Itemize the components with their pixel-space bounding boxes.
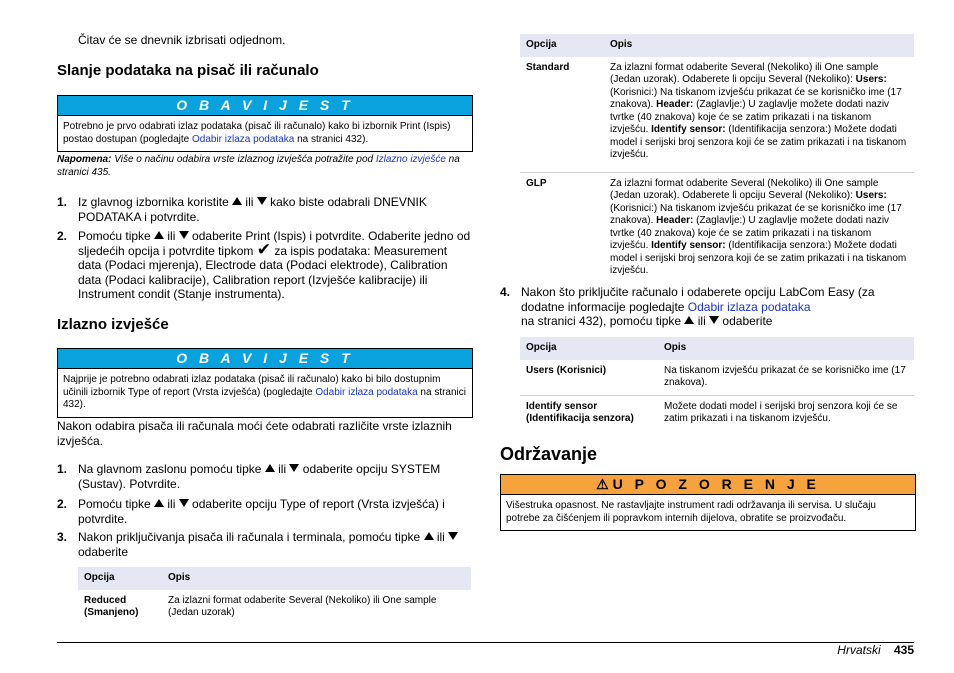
step-text-part: ili bbox=[433, 530, 449, 544]
step-text bbox=[78, 530, 471, 559]
arrow-down-icon bbox=[179, 231, 189, 239]
step-text-part: Iz glavnog izbornika koristite bbox=[78, 195, 233, 209]
notice-text-end: na stranici 432). bbox=[63, 386, 466, 410]
warning-box bbox=[500, 474, 916, 531]
step-text-part: Pomoću tipke bbox=[78, 497, 155, 511]
notice-body bbox=[58, 369, 472, 417]
paragraph: Nakon odabira pisača ili računala moći ćete odabrati različite vrste izlaznih izvješća. bbox=[57, 419, 452, 448]
arrow-up-icon bbox=[684, 316, 694, 324]
desc-key: Header: bbox=[656, 99, 694, 110]
column-header: Opcija bbox=[520, 34, 604, 57]
link-izlazno-izvjesce[interactable]: Izlazno izvješće bbox=[375, 154, 446, 165]
table-cell-option: GLP bbox=[526, 177, 547, 189]
table-cell-description bbox=[604, 57, 914, 173]
arrow-up-icon bbox=[424, 532, 434, 540]
step-text-part: kako biste odabrali DNEVNIK PODATAKA i potvrdite. bbox=[78, 195, 427, 224]
step-number: 3. bbox=[57, 530, 68, 544]
table-cell-description: Na tiskanom izvješću prikazat će se korisničko ime (17 znakova). bbox=[658, 360, 914, 396]
section-title-output-report: Izlazno izvješće bbox=[57, 316, 169, 333]
column-header: Opcija bbox=[78, 567, 162, 590]
desc-key: Users: bbox=[855, 74, 887, 85]
step-text-part: odaberite bbox=[719, 314, 773, 328]
desc-part: (Korisnici:) Na tiskanom izvješću prikazat će se korisničko ime (17 znakova). bbox=[610, 86, 902, 110]
section-title-maintenance: Održavanje bbox=[500, 444, 598, 464]
footer-language: Hrvatski bbox=[837, 643, 881, 657]
options-table-reduced bbox=[78, 567, 471, 625]
list-item bbox=[57, 229, 471, 301]
link-odabir-izlaza[interactable]: Odabir izlaza podataka bbox=[687, 299, 811, 314]
step-text-part: odaberite bbox=[78, 544, 129, 559]
table-header-row bbox=[520, 337, 914, 360]
step-text bbox=[78, 462, 471, 491]
arrow-up-icon bbox=[154, 231, 164, 239]
step-text bbox=[78, 497, 471, 526]
desc-part: (Identifikacija senzora:) Možete dodati model i serijski broj senzora koji će se zatim prikazati i na tiskanom izvješću. bbox=[610, 124, 907, 160]
table-row bbox=[78, 590, 471, 625]
step-number: 1. bbox=[57, 195, 68, 209]
step-number: 2. bbox=[57, 497, 68, 511]
arrow-up-icon bbox=[232, 197, 242, 205]
table bbox=[520, 337, 914, 431]
desc-part: (Korisnici:) Na tiskanom izvješću prikazat će se korisničko ime (17 znakova). bbox=[610, 202, 902, 226]
table-cell-option: Standard bbox=[520, 57, 604, 173]
footer-divider bbox=[57, 642, 914, 643]
step-text-part: odaberite Print (Ispis) i potvrdite. Odaberite jedno od sljedećih opcija i potvrdite tipkom bbox=[78, 229, 471, 258]
step-text-part: ili bbox=[242, 195, 257, 209]
step-text-part: Nakon priključivanja pisača ili računala i terminala, pomoću tipke bbox=[78, 530, 424, 544]
table-cell-option: Identify sensor (Identifikacija senzora) bbox=[526, 400, 634, 424]
arrow-down-icon bbox=[179, 499, 189, 507]
table-cell-description: Za izlazni format odaberite Several (Nekoliko) ili One sample (Jedan uzorak) bbox=[168, 594, 437, 618]
table-row bbox=[520, 395, 914, 431]
desc-key: Users: bbox=[855, 190, 887, 201]
step-text-part: Nakon što priključite računalo i odaberete opciju LabCom Easy (za dodatne informacije pogledajte bbox=[521, 285, 875, 314]
step-number: 1. bbox=[57, 462, 68, 476]
column-header: Opis bbox=[604, 34, 914, 57]
footer bbox=[837, 643, 914, 657]
options-table-standard-glp bbox=[520, 34, 914, 283]
desc-part: (Zaglavlje:) U zaglavlje možete dodati naziv tvrtke (40 znakova) koje će se zatim prikazati i na tiskanom izvješću. bbox=[610, 215, 890, 251]
link-odabir-izlaza[interactable]: Odabir izlaza podataka bbox=[192, 133, 295, 145]
desc-part: (Zaglavlje:) U zaglavlje možete dodati naziv tvrtke (40 znakova) koje će se zatim prikazati i na tiskanom izvješću. bbox=[610, 99, 890, 135]
options-table-labcom bbox=[520, 337, 914, 431]
step-text-part: na stranici 432), pomoću tipke bbox=[521, 314, 685, 328]
table-row bbox=[520, 57, 914, 173]
step-number: 4. bbox=[500, 285, 511, 299]
step-text-part: ili bbox=[694, 314, 710, 328]
desc-key: Identify sensor: bbox=[651, 124, 726, 135]
step-text-part: odaberite opciju Type of report (Vrsta izvješća) i potvrdite. bbox=[78, 497, 445, 526]
list-item bbox=[57, 195, 471, 225]
table-header-row bbox=[78, 567, 471, 590]
column-header: Opcija bbox=[520, 337, 658, 360]
arrow-up-icon bbox=[154, 499, 164, 507]
step-text-part: ili bbox=[274, 462, 290, 476]
column-header: Opis bbox=[162, 567, 471, 590]
table-row bbox=[520, 360, 914, 396]
step-text bbox=[521, 285, 914, 329]
desc-part: Za izlazni format odaberite Several (Nekoliko) ili One sample (Jedan uzorak). Odaberete li opciju Several (Nekoliko): bbox=[610, 61, 879, 85]
desc-key: Identify sensor: bbox=[651, 240, 726, 251]
arrow-down-icon bbox=[289, 464, 299, 472]
desc-key: Header: bbox=[656, 215, 694, 226]
napomena-label: Napomena: bbox=[57, 154, 112, 165]
link-odabir-izlaza[interactable]: Odabir izlaza podataka bbox=[315, 386, 418, 398]
napomena-text-end: na stranici 435. bbox=[57, 154, 460, 178]
notice-header: O B A V I J E S T bbox=[58, 349, 472, 369]
warning-triangle-icon: ⚠ bbox=[596, 476, 609, 492]
napomena-note bbox=[57, 154, 471, 179]
checkmark-icon: ✔ bbox=[256, 239, 272, 259]
list-item bbox=[57, 497, 471, 527]
warning-header bbox=[501, 475, 915, 495]
step-text bbox=[78, 195, 471, 224]
table bbox=[78, 567, 471, 625]
step-text-part: odaberite opciju SYSTEM (Sustav). Potvrdite. bbox=[78, 462, 441, 491]
step-text-part: Na glavnom zaslonu pomoću tipke bbox=[78, 462, 265, 476]
list-item bbox=[500, 285, 914, 330]
column-header: Opis bbox=[658, 337, 914, 360]
warning-body: Višestruka opasnost. Ne rastavljajte instrument radi održavanja ili servisa. U slučaju potrebe za čišćenjem ili popravkom internih dijelova, obratite se proizvođaču. bbox=[506, 500, 876, 524]
step-text-part: Pomoću tipke bbox=[78, 229, 155, 243]
table-cell-option: Users (Korisnici) bbox=[520, 360, 658, 396]
table-cell-description bbox=[604, 172, 914, 283]
step-text-part: ili bbox=[164, 229, 179, 243]
page-number: 435 bbox=[893, 643, 914, 657]
notice-body bbox=[58, 116, 472, 151]
warning-header-text: U P O Z O R E N J E bbox=[612, 476, 820, 492]
table-cell-description: Možete dodati model i serijski broj senzora koji će se zatim prikazati i na tiskanom izvješću. bbox=[664, 400, 898, 424]
intro-text: Čitav će se dnevnik izbrisati odjednom. bbox=[78, 33, 286, 47]
step-text-part: za ispis podataka: Measurement data (Podaci mjerenja), Electrode data (Podaci elektrode), Calibration data (Podaci kalibracije), Calibration report (Izvješće kalibracije) ili Instrument condit (Stanje instrumenta). bbox=[78, 243, 448, 301]
table-row bbox=[520, 172, 914, 283]
napomena-text: Više o načinu odabira vrste izlaznog izvješća potražite pod bbox=[111, 154, 376, 165]
notice-text: Potrebno je prvo odabrati izlaz podataka (pisač ili računalo) kako bi izbornik Print (Ispis) postao dostupan (pogledajte bbox=[63, 121, 451, 145]
desc-part: Za izlazni format odaberite Several (Nekoliko) ili One sample (Jedan uzorak). Odaberete li opciju Several (Nekoliko): bbox=[610, 177, 879, 201]
notice-text-end: na stranici 432). bbox=[294, 133, 369, 145]
step-text bbox=[78, 229, 471, 302]
notice-box-1 bbox=[57, 95, 473, 152]
step-number: 2. bbox=[57, 229, 68, 243]
arrow-up-icon bbox=[265, 464, 275, 472]
notice-text: Najprije je potrebno odabrati izlaz podataka (pisač ili računalo) kako bi bilo dostupnim učinili izbornik Type of report (Vrsta izvješća) (pogledajte bbox=[63, 374, 441, 398]
table-header-row bbox=[520, 34, 914, 57]
arrow-down-icon bbox=[257, 197, 267, 205]
notice-header: O B A V I J E S T bbox=[58, 96, 472, 116]
section-title-send-data: Slanje podataka na pisač ili računalo bbox=[57, 62, 319, 79]
list-item bbox=[57, 462, 471, 492]
notice-box-2 bbox=[57, 348, 473, 418]
table bbox=[520, 34, 914, 283]
list-item bbox=[57, 530, 471, 560]
arrow-down-icon bbox=[709, 316, 719, 324]
table-cell-option: Reduced (Smanjeno) bbox=[84, 594, 139, 618]
arrow-down-icon bbox=[448, 532, 458, 540]
step-text-part: ili bbox=[164, 497, 179, 511]
desc-part: (Identifikacija senzora:) Možete dodati model i serijski broj senzora koji će se zatim prikazati i na tiskanom izvješću. bbox=[610, 240, 907, 276]
